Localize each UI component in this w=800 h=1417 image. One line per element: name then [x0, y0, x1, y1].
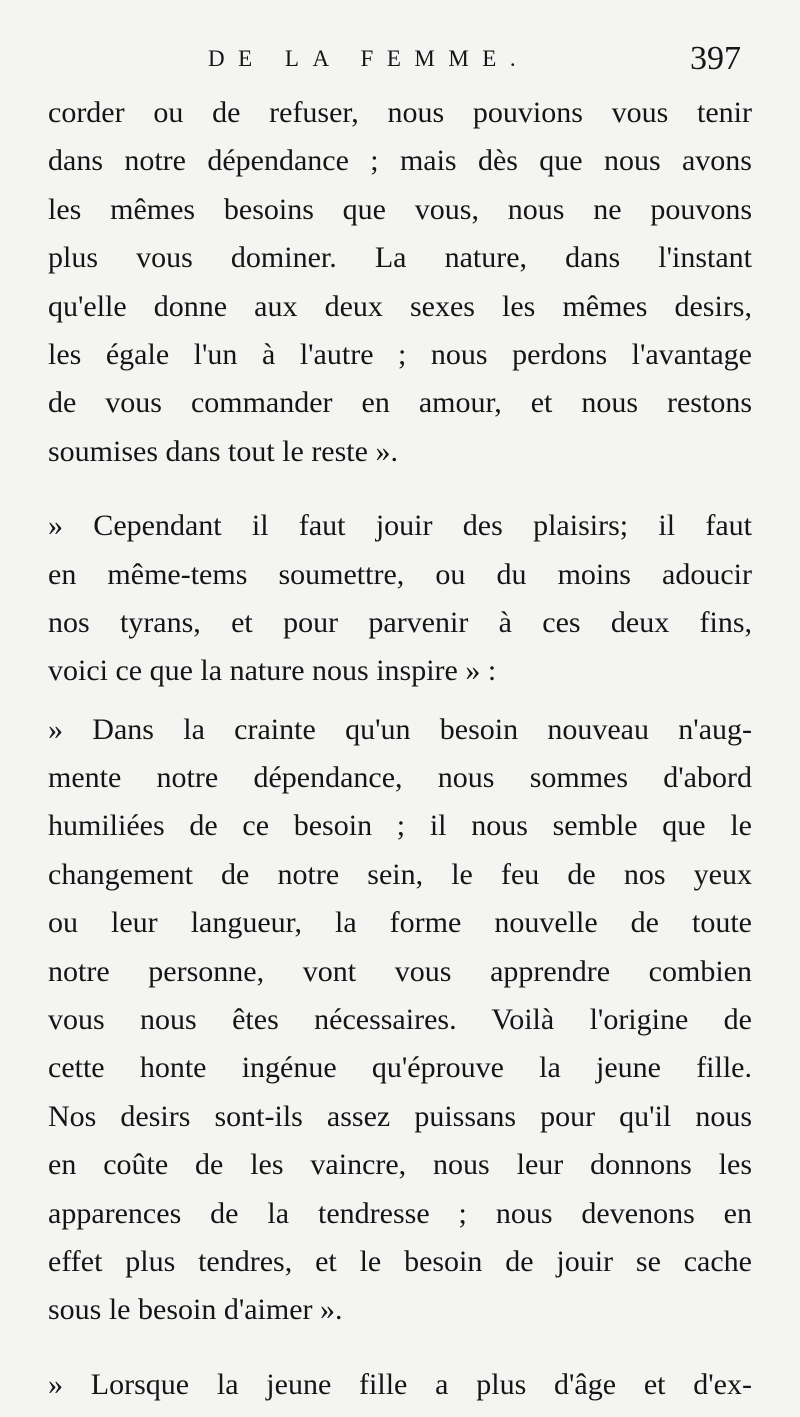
text-line: de vous commander en amour, et nous restons [48, 386, 752, 420]
text-line: Nos desirs sont-ils assez puissans pour qu'il nous [48, 1099, 752, 1133]
body-text [48, 89, 752, 1409]
text-line: plus vous dominer. La nature, dans l'instant [48, 241, 752, 275]
text-line: humiliées de ce besoin ; il nous semble que le [48, 809, 752, 843]
text-line: soumises dans tout le reste ». [48, 434, 398, 468]
text-line: les mêmes besoins que vous, nous ne pouvons [48, 192, 752, 226]
text-line: corder ou de refuser, nous pouvions vous tenir [48, 96, 752, 129]
text-line: effet plus tendres, et le besoin de jouir se cache [48, 1244, 752, 1278]
text-line: changement de notre sein, le feu de nos yeux [48, 857, 752, 891]
page-number: 397 [690, 40, 741, 77]
paragraph-spacer [48, 696, 752, 706]
text-line: cette honte ingénue qu'éprouve la jeune fille. [48, 1051, 752, 1085]
text-line: notre personne, vont vous apprendre combien [48, 954, 752, 988]
text-line: qu'elle donne aux deux sexes les mêmes desirs, [48, 289, 752, 323]
text-line: dans notre dépendance ; mais dès que nous avons [48, 144, 752, 178]
text-line: en même-tems soumettre, ou du moins adoucir [48, 557, 752, 591]
running-head: DE LA FEMME. [208, 46, 530, 71]
text-line: » Dans la crainte qu'un besoin nouveau n'aug- [48, 712, 752, 746]
page-header [0, 40, 800, 90]
paragraph-2 [48, 502, 752, 696]
text-line: » Cependant il faut jouir des plaisirs; il faut [48, 509, 752, 543]
paragraph-spacer [48, 476, 752, 502]
text-line: ou leur langueur, la forme nouvelle de toute [48, 906, 752, 940]
paragraph-4 [48, 1361, 752, 1409]
text-line: nos tyrans, et pour parvenir à ces deux fins, [48, 605, 752, 639]
text-line: les égale l'un à l'autre ; nous perdons l'avantage [48, 337, 752, 371]
text-line: apparences de la tendresse ; nous devenons en [48, 1196, 752, 1230]
paragraph-1 [48, 89, 752, 476]
text-line: sous le besoin d'aimer ». [48, 1293, 343, 1327]
text-line: voici ce que la nature nous inspire » : [48, 654, 497, 688]
paragraph-3 [48, 706, 752, 1335]
text-line: en coûte de les vaincre, nous leur donnons les [48, 1148, 752, 1182]
text-line: vous nous êtes nécessaires. Voilà l'origine de [48, 1003, 752, 1037]
paragraph-spacer [48, 1335, 752, 1361]
text-line: » Lorsque la jeune fille a plus d'âge et d'ex- [48, 1367, 752, 1401]
text-line: mente notre dépendance, nous sommes d'abord [48, 761, 752, 795]
